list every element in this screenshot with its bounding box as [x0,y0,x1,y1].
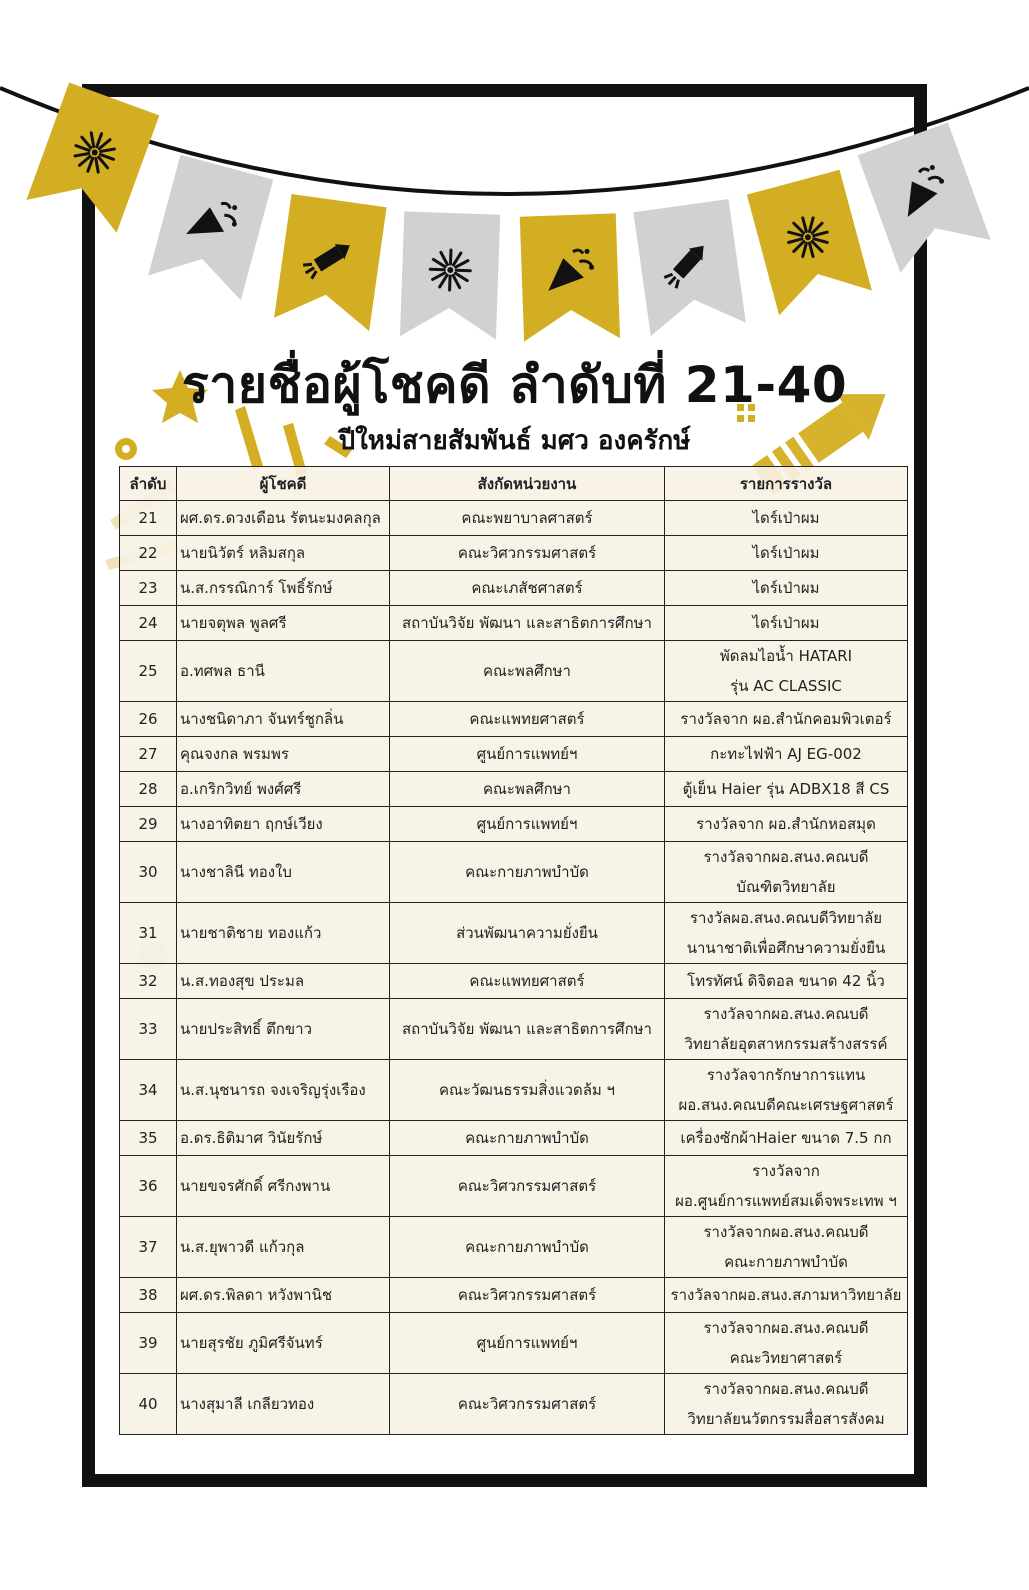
row-number: 29 [120,807,177,842]
prize-cell [665,1156,908,1217]
winner-name: นายประสิทธิ์ ตึกขาว [177,999,390,1060]
prize-cell [665,1217,908,1278]
prize-line: รางวัลจากผอ.สนง.คณบดี [703,1005,869,1023]
winner-unit: คณะวิศวกรรมศาสตร์ [390,1278,665,1313]
bunting-flag [858,123,991,273]
table-row [120,964,908,999]
prize-cell [665,1313,908,1374]
winner-name: ผศ.ดร.ดวงเดือน รัตนะมงคลกุล [177,501,390,536]
winner-unit: คณะแพทยศาสตร์ [390,702,665,737]
prize-line: โทรทัศน์ ดิจิตอล ขนาด 42 นิ้ว [687,972,885,990]
prize-line: ผอ.ศูนย์การแพทย์สมเด็จพระเทพ ฯ [675,1192,897,1210]
row-number: 40 [120,1374,177,1435]
prize-cell [665,964,908,999]
winner-unit: คณะกายภาพบำบัด [390,1217,665,1278]
prize-line: คณะวิทยาศาสตร์ [729,1349,843,1367]
table-row [120,536,908,571]
winner-name: อ.ดร.ธิติมาศ วินัยรักษ์ [177,1121,390,1156]
winner-name: นายขจรศักดิ์ ศรีกงพาน [177,1156,390,1217]
row-number: 38 [120,1278,177,1313]
winner-unit: สถาบันวิจัย พัฒนา และสาธิตการศึกษา [390,606,665,641]
table-row [120,807,908,842]
prize-line: รางวัลจากผอ.สนง.คณบดี [703,1319,869,1337]
prize-line: ไดร์เป่าผม [752,614,820,632]
prize-line: พัดลมไอน้ำ HATARI [719,647,853,665]
prize-line: ไดร์เป่าผม [752,509,820,527]
winner-name: นางชนิดาภา จันทร์ชูกลิ่น [177,702,390,737]
table-row [120,571,908,606]
table-row [120,842,908,903]
row-number: 35 [120,1121,177,1156]
table-row [120,1060,908,1121]
prize-line: กะทะไฟฟ้า AJ EG-002 [710,745,862,763]
row-number: 36 [120,1156,177,1217]
winner-name: น.ส.กรรณิการ์ โพธิ์รักษ์ [177,571,390,606]
header-unit: สังกัดหน่วยงาน [390,467,665,501]
prize-cell [665,536,908,571]
row-number: 39 [120,1313,177,1374]
row-number: 24 [120,606,177,641]
header-prize: รายการรางวัล [665,467,908,501]
winner-name: น.ส.ยุพาวดี แก้วกุล [177,1217,390,1278]
prize-line: นานาชาติเพื่อศึกษาความยั่งยืน [686,939,886,957]
prize-line: รางวัลจาก [752,1162,820,1180]
winner-unit: ส่วนพัฒนาความยั่งยืน [390,903,665,964]
winner-name: นางชาลินี ทองใบ [177,842,390,903]
row-number: 37 [120,1217,177,1278]
prize-cell [665,1060,908,1121]
prize-cell [665,571,908,606]
table-row [120,1217,908,1278]
table-row [120,1156,908,1217]
prize-line: คณะกายภาพบำบัด [724,1253,848,1271]
winner-name: นายชาติชาย ทองแก้ว [177,903,390,964]
prize-cell [665,1121,908,1156]
page-subtitle: ปีใหม่สายสัมพันธ์ มศว องครักษ์ [338,426,691,456]
table-row [120,606,908,641]
header-name: ผู้โชคดี [177,467,390,501]
prize-line: วิทยาลัยนวัตกรรมสื่อสารสังคม [687,1410,885,1428]
prize-line: บัณฑิตวิทยาลัย [736,878,836,896]
prize-line: รางวัลจากรักษาการแทน [706,1066,866,1084]
prize-line: เครื่องซักผ้าHaier ขนาด 7.5 กก [680,1129,892,1147]
bunting-flag [633,199,745,336]
prize-cell [665,737,908,772]
prize-cell [665,641,908,702]
row-number: 22 [120,536,177,571]
row-number: 26 [120,702,177,737]
prize-cell [665,772,908,807]
winner-unit: ศูนย์การแพทย์ฯ [390,807,665,842]
winner-name: น.ส.นุชนารถ จงเจริญรุ่งเรือง [177,1060,390,1121]
winner-unit: คณะวิศวกรรมศาสตร์ [390,1374,665,1435]
winner-unit: คณะวัฒนธรรมสิ่งแวดล้ม ฯ [390,1060,665,1121]
row-number: 33 [120,999,177,1060]
prize-cell [665,1374,908,1435]
winner-name: น.ส.ทองสุข ประมล [177,964,390,999]
winner-unit: คณะแพทยศาสตร์ [390,964,665,999]
prize-cell [665,842,908,903]
prize-cell [665,807,908,842]
table-row [120,1374,908,1435]
bunting-flag [274,194,386,331]
prize-cell [665,999,908,1060]
winner-unit: คณะกายภาพบำบัด [390,1121,665,1156]
prize-line: ผอ.สนง.คณบดีคณะเศรษฐศาสตร์ [678,1096,894,1114]
table-row [120,1278,908,1313]
bunting-garland [0,0,1029,360]
winner-unit: คณะวิศวกรรมศาสตร์ [390,1156,665,1217]
table-row [120,903,908,964]
bunting-flag [747,170,872,316]
row-number: 30 [120,842,177,903]
bunting-flag [520,213,620,341]
winner-unit: คณะพลศึกษา [390,772,665,807]
table-row [120,1121,908,1156]
winner-name: นายจตุพล พูลศรี [177,606,390,641]
page-title: รายชื่อผู้โชคดี ลำดับที่ 21-40 [181,356,848,414]
prize-cell [665,702,908,737]
winner-unit: ศูนย์การแพทย์ฯ [390,1313,665,1374]
winner-unit: คณะเภสัชศาสตร์ [390,571,665,606]
row-number: 25 [120,641,177,702]
prize-line: รางวัลจากผอ.สนง.คณบดี [703,848,869,866]
table-row [120,737,908,772]
row-number: 31 [120,903,177,964]
winner-unit: ศูนย์การแพทย์ฯ [390,737,665,772]
winner-unit: คณะกายภาพบำบัด [390,842,665,903]
table-row [120,641,908,702]
winner-name: นางสุมาลี เกลียวทอง [177,1374,390,1435]
winner-name: นายนิวัตร์ หลิมสกุล [177,536,390,571]
bunting-flag [400,211,500,339]
winner-name: นายสุรชัย ภูมิศรีจันทร์ [177,1313,390,1374]
winner-unit: สถาบันวิจัย พัฒนา และสาธิตการศึกษา [390,999,665,1060]
row-number: 23 [120,571,177,606]
winner-name: อ.เกริกวิทย์ พงศ์ศรี [177,772,390,807]
winner-name: ผศ.ดร.พิลดา หวังพานิช [177,1278,390,1313]
table-row [120,501,908,536]
prize-line: รางวัลจาก ผอ.สำนักหอสมุด [696,815,876,833]
winner-name: นางอาทิตยา ฤกษ์เวียง [177,807,390,842]
prize-line: รางวัลจาก ผอ.สำนักคอมพิวเตอร์ [680,710,892,728]
winner-name: คุณจงกล พรมพร [177,737,390,772]
prize-line: วิทยาลัยอุตสาหกรรมสร้างสรรค์ [684,1035,888,1053]
prize-cell [665,1278,908,1313]
prize-line: ตู้เย็น Haier รุ่น ADBX18 สี CS [682,780,890,798]
prize-line: รุ่น AC CLASSIC [730,677,842,695]
prize-line: รางวัลจากผอ.สนง.สภามหาวิทยาลัย [670,1286,902,1304]
header-no: ลำดับ [120,467,177,501]
table-header-row [120,467,908,501]
row-number: 21 [120,501,177,536]
table-row [120,999,908,1060]
table-row [120,772,908,807]
prize-line: รางวัลจากผอ.สนง.คณบดี [703,1380,869,1398]
winner-unit: คณะพลศึกษา [390,641,665,702]
prize-cell [665,501,908,536]
table-row [120,702,908,737]
table-row [120,1313,908,1374]
row-number: 28 [120,772,177,807]
winner-unit: คณะวิศวกรรมศาสตร์ [390,536,665,571]
prize-line: รางวัลผอ.สนง.คณบดีวิทยาลัย [689,909,883,927]
prize-line: ไดร์เป่าผม [752,579,820,597]
prize-line: ไดร์เป่าผม [752,544,820,562]
winner-name: อ.ทศพล ธานี [177,641,390,702]
row-number: 34 [120,1060,177,1121]
row-number: 27 [120,737,177,772]
winner-unit: คณะพยาบาลศาสตร์ [390,501,665,536]
winners-table [119,466,908,1435]
prize-line: รางวัลจากผอ.สนง.คณบดี [703,1223,869,1241]
bunting-flag [148,155,273,301]
row-number: 32 [120,964,177,999]
prize-cell [665,903,908,964]
prize-cell [665,606,908,641]
